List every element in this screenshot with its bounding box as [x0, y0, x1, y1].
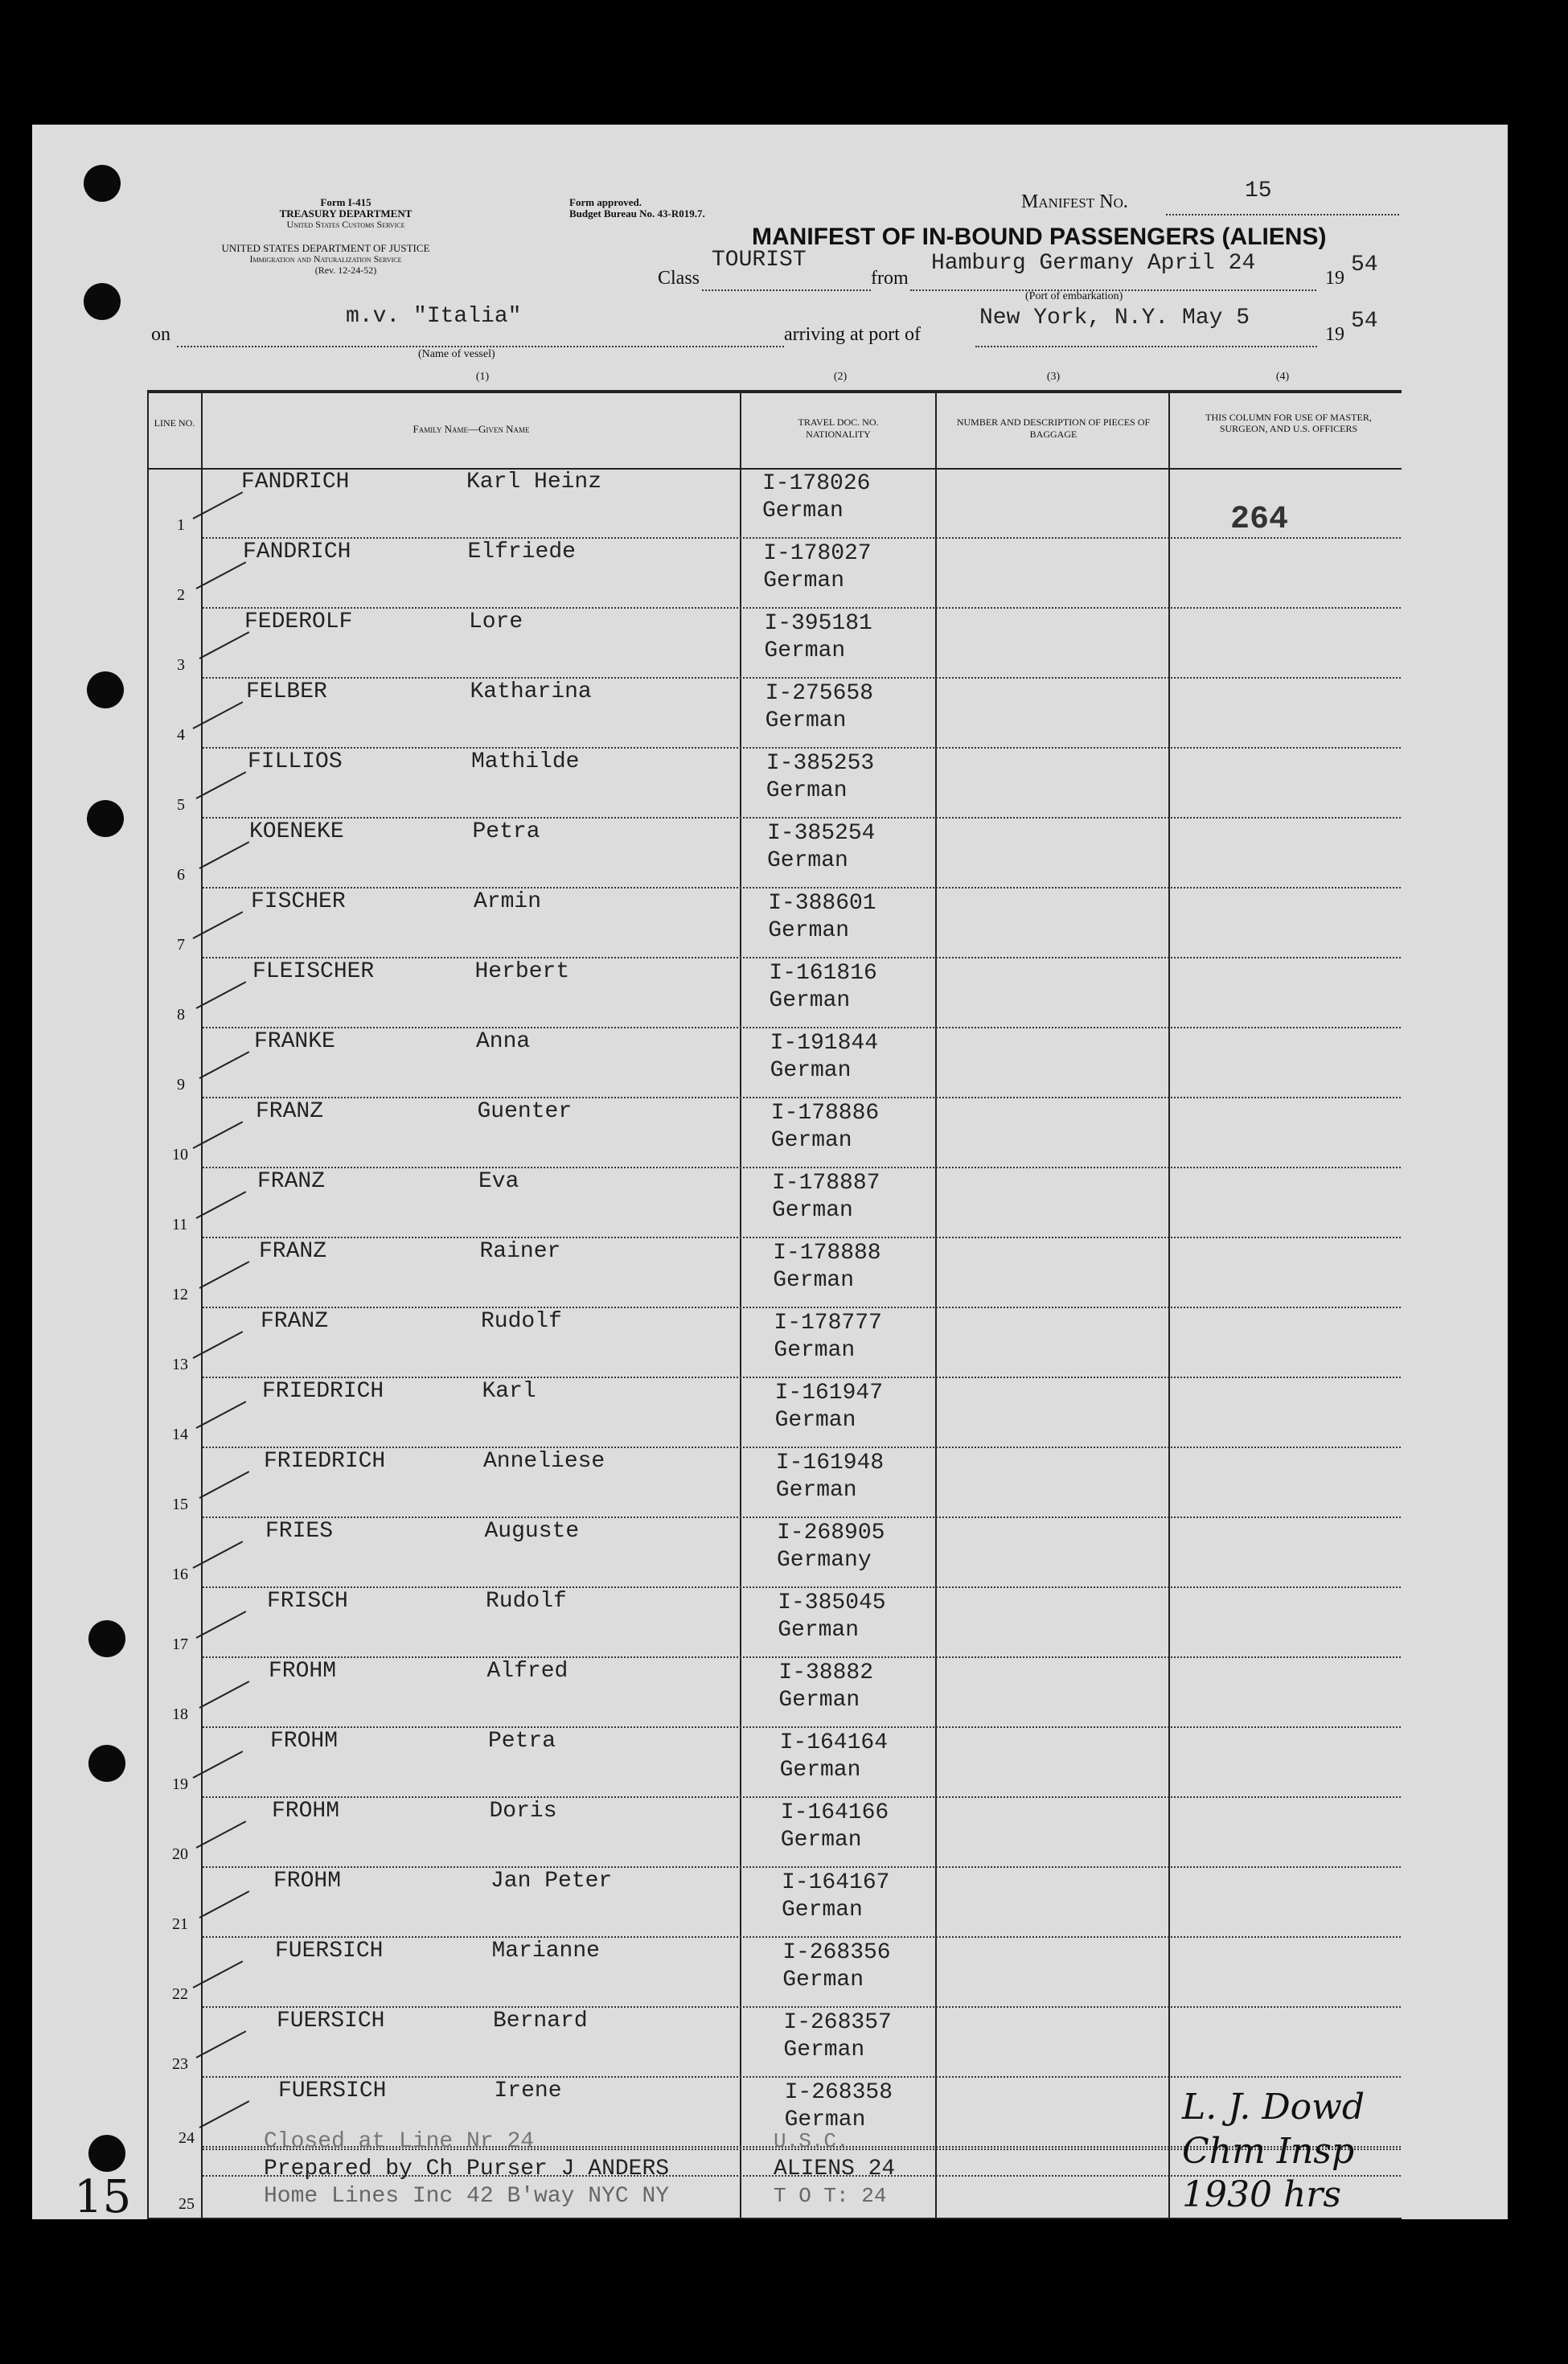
row-rule — [203, 1866, 1401, 1868]
line-number: 10 — [172, 1146, 188, 1164]
class-rule — [702, 289, 871, 291]
immigration-service: Immigration and Naturalization Service — [249, 253, 402, 265]
travel-document-number: I-178887 — [772, 1171, 880, 1196]
travel-document-number: I-178027 — [763, 541, 872, 566]
year-prefix-1: 19 — [1325, 268, 1344, 289]
from-value: Hamburg Germany April 24 — [931, 251, 1256, 276]
row-rule — [203, 1097, 1401, 1098]
nationality: German — [782, 1898, 863, 1923]
family-name: FUERSICH — [275, 1939, 384, 1964]
given-name: Rudolf — [486, 1589, 567, 1614]
line-number: 16 — [172, 1566, 188, 1583]
nationality: German — [774, 1338, 856, 1363]
family-name: FROHM — [272, 1799, 340, 1824]
row-rule — [203, 677, 1401, 679]
arrival-rule — [975, 346, 1317, 347]
column-number-3: (3) — [1046, 371, 1061, 383]
family-name: FEDEROLF — [244, 609, 353, 634]
line-number: 17 — [172, 1636, 188, 1653]
given-name: Marianne — [491, 1939, 600, 1964]
line-number: 13 — [172, 1356, 188, 1373]
nationality: German — [780, 1828, 862, 1853]
given-name: Alfred — [486, 1659, 569, 1684]
family-name: KOENEKE — [249, 819, 344, 844]
given-name: Rudolf — [481, 1309, 562, 1334]
nationality: German — [779, 1758, 861, 1783]
travel-document-number: I-385045 — [778, 1590, 886, 1615]
nationality: German — [778, 1688, 860, 1713]
header-officers: THIS COLUMN FOR USE OF MASTER, SURGEON, AND U.S. OFFICERS — [1205, 412, 1372, 434]
line-number: 18 — [172, 1705, 188, 1723]
nationality: German — [768, 918, 850, 943]
travel-document-number: I-38882 — [778, 1660, 874, 1685]
given-name: Irene — [494, 2079, 562, 2103]
line-number: 5 — [177, 796, 185, 814]
nationality: German — [763, 568, 845, 593]
row-rule — [203, 1586, 1401, 1588]
budget-bureau: Budget Bureau No. 43-R019.7. — [569, 207, 705, 220]
table-bottom-rule — [147, 2218, 1402, 2219]
family-name: FROHM — [269, 1659, 337, 1684]
row-rule — [203, 537, 1401, 539]
usc-note: U.S.C. — [774, 2129, 849, 2153]
line-number: 15 — [172, 1496, 188, 1513]
nationality: German — [765, 708, 847, 733]
family-name: FRIES — [265, 1519, 334, 1544]
line-number: 11 — [172, 1216, 188, 1233]
margin-note: 15 — [74, 2171, 132, 2223]
family-name: FRANZ — [259, 1239, 327, 1264]
row-rule — [203, 2006, 1401, 2008]
travel-document-number: I-164167 — [782, 1870, 890, 1895]
given-name: Katharina — [470, 679, 592, 704]
family-name: FLEISCHER — [252, 959, 375, 984]
line-number: 7 — [177, 936, 185, 954]
given-name: Lore — [469, 609, 523, 634]
travel-document-number: I-385254 — [767, 821, 876, 846]
given-name: Bernard — [493, 2009, 588, 2034]
nationality: German — [762, 499, 844, 523]
given-name: Petra — [488, 1729, 556, 1754]
nationality: German — [770, 1058, 852, 1083]
class-value: TOURIST — [712, 248, 807, 273]
closed-at-line: Closed at Line Nr 24 — [264, 2129, 535, 2154]
manifest-number: 15 — [1245, 179, 1272, 203]
line-column-border — [201, 392, 203, 2218]
punch-hole — [87, 800, 124, 837]
nationality: German — [766, 778, 848, 803]
revision-date: (Rev. 12-24-52) — [314, 265, 377, 276]
punch-hole — [84, 283, 121, 320]
nationality: Germany — [777, 1548, 872, 1573]
nationality: German — [784, 2107, 866, 2132]
treasury-department: TREASURY DEPARTMENT — [279, 207, 413, 220]
row-rule — [203, 1516, 1401, 1518]
inspector-signature-line2: Chm Insp — [1182, 2131, 1355, 2172]
nationality: German — [778, 1618, 860, 1643]
travel-document-number: I-164166 — [780, 1800, 889, 1825]
year-prefix-2: 19 — [1325, 324, 1344, 345]
given-name: Anneliese — [483, 1449, 605, 1474]
table-left-border — [147, 392, 149, 2218]
manifest-number-rule — [1166, 214, 1399, 215]
line-number: 14 — [172, 1426, 188, 1443]
on-label: on — [151, 324, 170, 345]
line-number: 2 — [177, 586, 185, 604]
travel-document-number: I-268356 — [782, 1940, 891, 1965]
line-number: 20 — [172, 1845, 188, 1863]
header-baggage: NUMBER AND DESCRIPTION OF PIECES OF BAGGAGE — [956, 417, 1151, 440]
vessel-caption: (Name of vessel) — [418, 348, 495, 360]
arrival-value: New York, N.Y. May 5 — [979, 306, 1250, 330]
family-name: FELBER — [246, 679, 327, 704]
travel-document-number: I-178888 — [773, 1241, 881, 1266]
row-rule — [203, 1307, 1401, 1308]
inspector-signature-line1: L. J. Dowd — [1182, 2087, 1365, 2128]
family-name: FANDRICH — [243, 540, 351, 564]
travel-document-number: I-268357 — [783, 2010, 892, 2035]
year-1: 54 — [1351, 252, 1378, 277]
nationality: German — [772, 1198, 853, 1223]
name-column-border — [740, 392, 741, 2218]
shipping-line: Home Lines Inc 42 B'way NYC NY — [264, 2184, 670, 2209]
family-name: FRANZ — [256, 1099, 324, 1124]
column-number-4: (4) — [1275, 371, 1290, 383]
punch-hole — [87, 671, 124, 708]
table-top-rule — [147, 390, 1402, 393]
family-name: FROHM — [270, 1729, 339, 1754]
prepared-by: Prepared by Ch Purser J ANDERS — [264, 2157, 670, 2181]
travel-document-number: I-178026 — [762, 471, 871, 496]
header-name: Family Name—Given Name — [413, 423, 530, 435]
row-rule — [203, 1656, 1401, 1658]
nationality: German — [773, 1268, 855, 1293]
family-name: FISCHER — [251, 889, 346, 914]
aliens-count: ALIENS 24 — [774, 2157, 896, 2181]
column-number-1: (1) — [475, 371, 490, 383]
line-number: 4 — [177, 726, 185, 744]
given-name: Guenter — [477, 1099, 573, 1124]
line-number: 12 — [172, 1286, 188, 1303]
nationality: German — [775, 1478, 857, 1503]
line-number: 23 — [172, 2055, 188, 2073]
travel-document-number: I-161947 — [774, 1381, 884, 1406]
given-name: Eva — [478, 1169, 519, 1194]
travel-document-number: I-164164 — [779, 1730, 889, 1755]
customs-service: United States Customs Service — [286, 219, 405, 230]
line-number-24: 24 — [179, 2129, 195, 2147]
given-name: Doris — [489, 1799, 557, 1824]
row-rule — [203, 1167, 1401, 1168]
arriving-label: arriving at port of — [784, 324, 921, 345]
vessel-rule — [177, 346, 784, 347]
travel-document-number: I-161816 — [769, 961, 877, 986]
family-name: FRANZ — [257, 1169, 326, 1194]
officer-note: 264 — [1230, 502, 1289, 538]
given-name: Herbert — [474, 959, 570, 984]
given-name: Anna — [476, 1029, 531, 1054]
baggage-column-border — [1168, 392, 1170, 2218]
row-rule — [203, 1726, 1401, 1728]
family-name: FRANKE — [254, 1029, 335, 1054]
row-rule — [203, 747, 1401, 749]
nationality: German — [764, 638, 846, 663]
header-travel-doc: TRAVEL DOC. NO. NATIONALITY — [798, 417, 879, 440]
given-name: Jan Peter — [491, 1869, 613, 1894]
punch-hole — [88, 2135, 125, 2172]
row-rule — [203, 607, 1401, 609]
travel-document-number: I-178777 — [774, 1311, 882, 1336]
line-number: 1 — [177, 516, 185, 534]
line-number: 9 — [177, 1076, 185, 1094]
nationality: German — [782, 1968, 864, 1993]
family-name: FRANZ — [261, 1309, 329, 1334]
row-rule — [203, 817, 1401, 819]
travel-document-number: I-395181 — [764, 611, 872, 636]
embarkation-caption: (Port of embarkation) — [1025, 290, 1123, 302]
nationality: German — [769, 988, 851, 1013]
punch-hole — [84, 165, 121, 202]
line-number: 19 — [172, 1775, 188, 1793]
row-rule — [203, 957, 1401, 958]
family-name: FUERSICH — [277, 2009, 385, 2034]
family-name: FRIEDRICH — [264, 1449, 386, 1474]
column-number-2: (2) — [833, 371, 848, 383]
given-name: Mathilde — [471, 749, 580, 774]
row-rule — [203, 2076, 1401, 2078]
row-rule — [203, 1447, 1401, 1448]
row-rule — [203, 1377, 1401, 1378]
line-number: 3 — [177, 656, 185, 674]
line-number: 22 — [172, 1985, 188, 2003]
given-name: Elfriede — [467, 540, 576, 564]
line-number: 6 — [177, 866, 185, 884]
form-number: Form I-415 — [320, 196, 371, 208]
from-label: from — [871, 268, 909, 289]
class-label: Class — [658, 268, 700, 289]
given-name: Karl — [482, 1379, 536, 1404]
doc-column-border — [935, 392, 937, 2218]
given-name: Petra — [472, 819, 540, 844]
line-number: 8 — [177, 1006, 185, 1024]
travel-document-number: I-275658 — [765, 681, 874, 706]
family-name: FUERSICH — [278, 2079, 387, 2103]
form-approved: Form approved. — [569, 196, 642, 208]
travel-document-number: I-178886 — [770, 1101, 880, 1126]
given-name: Karl Heinz — [466, 470, 602, 495]
manifest-title: MANIFEST OF IN-BOUND PASSENGERS (ALIENS) — [752, 224, 1327, 250]
row-rule — [203, 1237, 1401, 1238]
row-rule — [203, 1796, 1401, 1798]
given-name: Armin — [474, 889, 542, 914]
given-name: Auguste — [484, 1519, 580, 1544]
manifest-sheet — [32, 125, 1508, 2219]
travel-document-number: I-268905 — [777, 1521, 885, 1545]
line-number: 21 — [172, 1915, 188, 1933]
year-2: 54 — [1351, 309, 1378, 334]
travel-document-number: I-161948 — [775, 1451, 885, 1475]
travel-document-number: I-385253 — [766, 751, 875, 776]
family-name: FILLIOS — [248, 749, 343, 774]
family-name: FRIEDRICH — [262, 1379, 384, 1404]
travel-document-number: I-268358 — [784, 2080, 893, 2105]
nationality: German — [783, 2038, 865, 2062]
nationality: German — [767, 848, 848, 873]
line-number-25: 25 — [179, 2195, 195, 2213]
nationality: German — [774, 1408, 856, 1433]
nationality: German — [770, 1128, 852, 1153]
total-count: T O T: 24 — [774, 2184, 887, 2208]
department-of-justice: UNITED STATES DEPARTMENT OF JUSTICE — [221, 242, 430, 254]
manifest-number-label: Manifest No. — [1021, 191, 1128, 212]
family-name: FANDRICH — [241, 470, 350, 495]
header-line-no: LINE NO. — [154, 417, 195, 429]
row-rule — [203, 1936, 1401, 1938]
row-rule — [203, 1027, 1401, 1028]
punch-hole — [88, 1745, 125, 1782]
family-name: FROHM — [273, 1869, 342, 1894]
travel-document-number: I-191844 — [770, 1031, 879, 1056]
vessel-name: m.v. "Italia" — [346, 304, 522, 329]
punch-hole — [88, 1620, 125, 1657]
given-name: Rainer — [479, 1239, 561, 1264]
family-name: FRISCH — [267, 1589, 348, 1614]
row-rule — [203, 887, 1401, 889]
travel-document-number: I-388601 — [768, 891, 876, 916]
inspector-signature-line3: 1930 hrs — [1182, 2174, 1341, 2215]
